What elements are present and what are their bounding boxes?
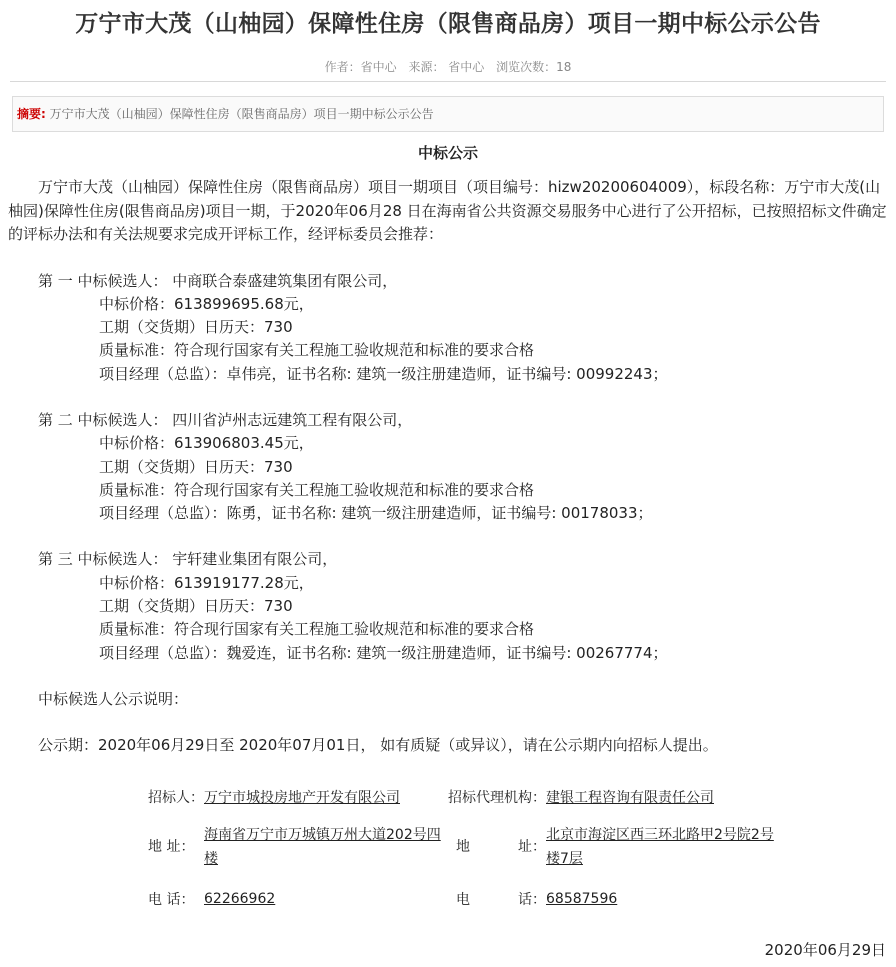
summary-label: 摘要: (17, 107, 46, 121)
author: 作者：省中心 (324, 60, 397, 74)
candidate-quality: 质量标准：符合现行国家有关工程施工验收规范和标准的要求合格 (99, 620, 535, 639)
notice-period: 公示期：2020年06月29日至 2020年07月01日， 如有质疑（或异议），请在公示期内向招标人提出。 (38, 735, 718, 754)
source: 来源： 省中心 (408, 60, 485, 74)
agency-label: 招标代理机构： (448, 790, 546, 806)
candidate-quality: 质量标准：符合现行国家有关工程施工验收规范和标准的要求合格 (99, 341, 535, 360)
candidate-period: 工期（交货期）日历天：730 (99, 457, 293, 476)
view-count: 浏览次数：18 (496, 60, 572, 74)
summary-box (12, 96, 884, 132)
phone-label-left: 电 (456, 892, 470, 908)
tenderer-phone[interactable]: 62266962 (204, 891, 276, 907)
candidate-period: 工期（交货期）日历天：730 (99, 318, 293, 337)
tenderer-label: 招标人： (148, 790, 204, 806)
address-label: 地 址： (148, 839, 195, 855)
candidate-3 (0, 548, 896, 664)
phone-label: 电 话： (148, 892, 195, 908)
page-title: 万宁市大茂（山柚园）保障性住房（限售商品房）项目一期中标公示公告 (75, 11, 821, 37)
candidate-head: 第 一 中标候选人： 中商联合泰盛建筑集团有限公司， (38, 271, 398, 290)
agency-address[interactable]: 北京市海淀区西三环北路甲2号院2号楼7层 (546, 827, 774, 867)
candidate-price: 中标价格：613899695.68元， (99, 294, 314, 313)
candidate-manager: 项目经理（总监）：陈勇，证书名称: 建筑一级注册建造师，证书编号: 00178033； (99, 504, 653, 523)
address-label-left: 地 (456, 839, 470, 855)
tenderer-name[interactable]: 万宁市城投房地产开发有限公司 (204, 790, 400, 806)
summary-text: 万宁市大茂（山柚园）保障性住房（限售商品房）项目一期中标公示公告 (49, 107, 434, 121)
notice-label: 中标候选人公示说明： (38, 689, 189, 708)
candidate-period: 工期（交货期）日历天：730 (99, 597, 293, 616)
candidate-price: 中标价格：613919177.28元， (99, 573, 314, 592)
candidate-price: 中标价格：613906803.45元， (99, 434, 314, 453)
divider (10, 81, 886, 82)
publish-date: 2020年06月29日 (764, 941, 886, 959)
intro-paragraph: 万宁市大茂（山柚园）保障性住房（限售商品房）项目一期项目（项目编号：hizw20200604009），标段名称：万宁市大茂(山柚园)保障性住房(限售商品房)项目一期，于2020年06月28 日在海南省公共资源交易服务中心进行了公开招标，已按照招标文件确定的评标办法和有关法规要求完成开评标工作，经评标委员会推荐： (8, 178, 887, 243)
candidate-head: 第 三 中标候选人： 宇轩建业集团有限公司， (38, 550, 338, 569)
candidate-head: 第 二 中标候选人： 四川省泸州志远建筑工程有限公司， (38, 410, 413, 429)
address-label-right: 址： (518, 839, 546, 855)
tenderer-address[interactable]: 海南省万宁市万城镇万州大道202号四楼 (204, 827, 441, 867)
agency-phone[interactable]: 68587596 (546, 891, 618, 907)
candidate-quality: 质量标准：符合现行国家有关工程施工验收规范和标准的要求合格 (99, 480, 535, 499)
candidate-manager: 项目经理（总监）：卓伟亮，证书名称: 建筑一级注册建造师，证书编号: 00992243； (99, 364, 668, 383)
phone-label-right: 话： (518, 892, 546, 908)
contact-table (148, 784, 788, 916)
candidate-2 (0, 409, 896, 525)
article-meta (0, 59, 896, 75)
candidate-manager: 项目经理（总监）：魏爱连，证书名称: 建筑一级注册建造师，证书编号: 00267774； (99, 643, 668, 662)
agency-name[interactable]: 建银工程咨询有限责任公司 (546, 790, 714, 806)
candidate-1 (0, 270, 896, 386)
section-title: 中标公示 (417, 144, 478, 162)
